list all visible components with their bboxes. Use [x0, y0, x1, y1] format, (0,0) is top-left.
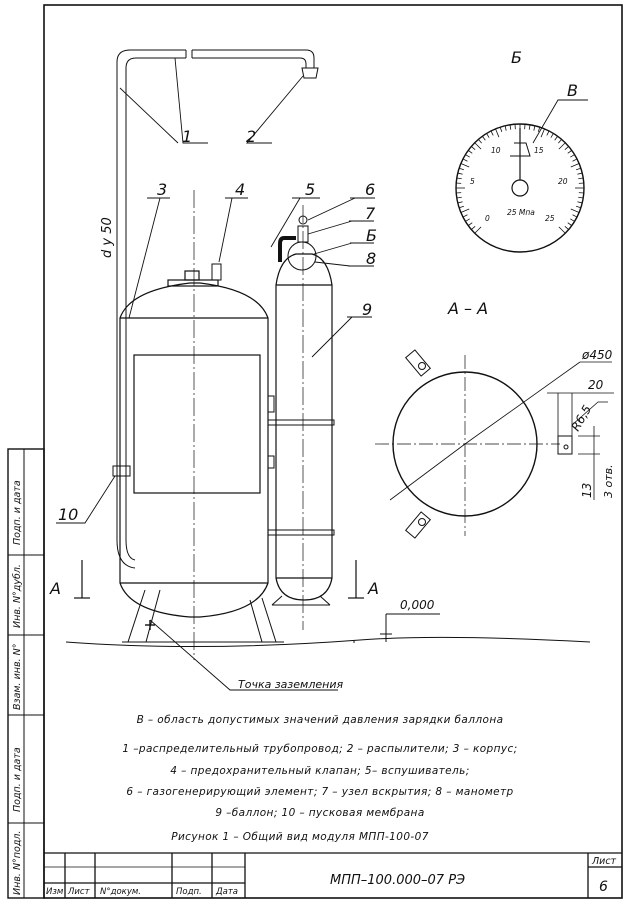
caption-legend-3: 6 – газогенерирующий элемент; 7 – узел вскрытия; 8 – манометр — [126, 786, 514, 798]
caption-legend-2: 4 – предохранительный клапан; 5– вспушиватель; — [170, 765, 470, 777]
section-a-left: А — [50, 579, 61, 598]
gauge-tick-mark — [578, 178, 583, 179]
gas-cylinder — [276, 254, 332, 600]
gauge-tick: 20 — [558, 177, 568, 186]
gauge-tick-mark — [578, 197, 583, 198]
caption-legend-4: 9 –баллон; 10 – пусковая мембрана — [215, 807, 425, 819]
gauge-tick-mark — [478, 139, 481, 143]
launch-membrane — [113, 466, 130, 476]
gauge-tick-mark — [573, 215, 577, 217]
callout-1: 1 — [182, 127, 193, 146]
gauge-tick-mark — [510, 125, 511, 130]
body-supports — [122, 590, 284, 642]
gauge-tick-mark — [465, 219, 469, 222]
zone-v-label: В — [567, 81, 578, 100]
gauge-tick-mark — [471, 146, 475, 149]
gauge-tick-mark — [573, 159, 577, 161]
gauge-tick-mark — [463, 215, 467, 217]
callout-9: 9 — [362, 300, 373, 319]
gauge-tick-mark — [541, 129, 544, 137]
gauge-tick-mark — [534, 126, 535, 131]
caption-legend-1: 1 –распределительный трубопровод; 2 – распылители; 3 – корпус; — [122, 743, 518, 755]
gauge-tick-mark — [463, 159, 467, 161]
stamp-side-1: Подп. и дата — [12, 480, 23, 545]
safety-valve — [212, 264, 221, 280]
gauge-tick: 10 — [491, 146, 501, 155]
gauge-tick-mark — [570, 219, 574, 222]
stamp-side-3: Взам. инв. N° — [12, 643, 23, 710]
gauge-tick-mark — [577, 173, 582, 174]
gauge-tick-mark — [475, 227, 481, 233]
section-title: А – А — [448, 299, 489, 318]
callout-10: 10 — [58, 505, 79, 524]
gauge-unit: 25 Мпа — [507, 208, 535, 217]
callout-4: 4 — [235, 180, 246, 199]
tb-list: Лист — [68, 887, 90, 897]
gauge-tick-mark — [547, 131, 549, 135]
gauge-tick-mark — [568, 223, 572, 226]
gauge-tick: 25 — [545, 214, 555, 223]
caption-zone-note: В – область допустимых значений давления зарядки баллона — [136, 714, 504, 726]
gauge-tick-mark — [565, 226, 569, 229]
gauge-tick-mark — [471, 226, 475, 229]
callout-7: 7 — [365, 204, 376, 223]
dim-diameter: ø450 — [582, 348, 613, 362]
cylinder-clamps — [268, 396, 334, 535]
gauge-tick-mark — [576, 206, 581, 208]
gauge-tick-mark — [468, 150, 472, 153]
gauge-tick-mark — [496, 129, 499, 137]
tb-sheet-label: Лист — [592, 856, 617, 867]
gauge-tick-mark — [482, 136, 485, 140]
dim-radius: R6,5 — [568, 402, 595, 434]
pipe-diameter: d y 50 — [100, 217, 115, 258]
sheet-number: 6 — [599, 879, 608, 895]
gauge-tick-mark — [458, 173, 463, 174]
grounding-label: Точка заземления — [238, 678, 344, 691]
gauge-tick-mark — [459, 206, 464, 208]
gauge-tick-mark — [500, 127, 502, 132]
gauge-tick-mark — [568, 150, 572, 153]
gauge-tick-mark — [458, 202, 463, 203]
document-designation: МПП–100.000–07 РЭ — [330, 873, 466, 888]
dim-hole: 13 — [580, 482, 594, 498]
stamp-side-2: Инв. N°дубл. — [12, 564, 23, 628]
gauge-tick-mark — [555, 136, 558, 140]
tb-data: Дата — [216, 887, 239, 897]
gauge-tick-mark — [461, 209, 469, 212]
section-a-right: А — [368, 579, 379, 598]
gauge-tick-mark — [559, 227, 565, 233]
sprayer-nozzle — [302, 68, 318, 78]
callout-8: 8 — [366, 249, 377, 268]
gauge-tick-mark — [571, 209, 579, 212]
gauge-tick-mark — [558, 139, 561, 143]
tb-podp: Подп. — [176, 887, 202, 897]
gauge-tick-mark — [461, 164, 469, 167]
callout-6: 6 — [365, 180, 376, 199]
figure-caption: Рисунок 1 – Общий вид модуля МПП-100-07 — [171, 831, 429, 843]
tb-ndokum: N°докум. — [100, 887, 141, 897]
distribution-pipeline — [117, 50, 314, 568]
callout-3: 3 — [157, 180, 168, 199]
gauge-tick-mark — [559, 143, 565, 149]
pressure-gauge-view — [456, 100, 588, 252]
gauge-tick-mark — [457, 197, 462, 198]
gauge-tick-mark — [465, 155, 469, 158]
section-marks — [74, 560, 364, 598]
gauge-tick-mark — [570, 155, 574, 158]
callout-5: 5 — [305, 180, 316, 199]
gauge-tick-mark — [459, 168, 464, 170]
dim-20: 20 — [588, 378, 604, 392]
tb-izm: Изм — [46, 887, 64, 897]
gauge-tick: 5 — [470, 177, 475, 186]
gauge-tick-mark — [565, 146, 569, 149]
dim-holes-count: 3 отв. — [602, 464, 615, 498]
callout-b-arrow: Б — [366, 226, 377, 245]
gauge-tick-mark — [551, 133, 554, 137]
gauge-tick-mark — [577, 202, 582, 203]
view-b-label: Б — [511, 48, 522, 67]
gauge-tick-mark — [576, 168, 581, 170]
gauge-tick-mark — [457, 178, 462, 179]
elevation-label: 0,000 — [400, 598, 435, 612]
stamp-side-5: Инв. N°подл. — [12, 830, 23, 895]
section-a-a — [375, 350, 614, 538]
gauge-tick-mark — [505, 126, 506, 131]
gauge-tick-mark — [475, 143, 481, 149]
gauge-tick: 15 — [534, 146, 544, 155]
gauge-tick-mark — [491, 131, 493, 135]
callout-2: 2 — [246, 127, 257, 146]
stamp-side-4: Подп. и дата — [12, 747, 23, 812]
gauge-tick-mark — [529, 125, 530, 130]
gauge-tick-mark — [468, 223, 472, 226]
gauge-tick: 0 — [485, 214, 490, 223]
gauge-tick-mark — [571, 164, 579, 167]
gauge-tick-mark — [487, 133, 490, 137]
